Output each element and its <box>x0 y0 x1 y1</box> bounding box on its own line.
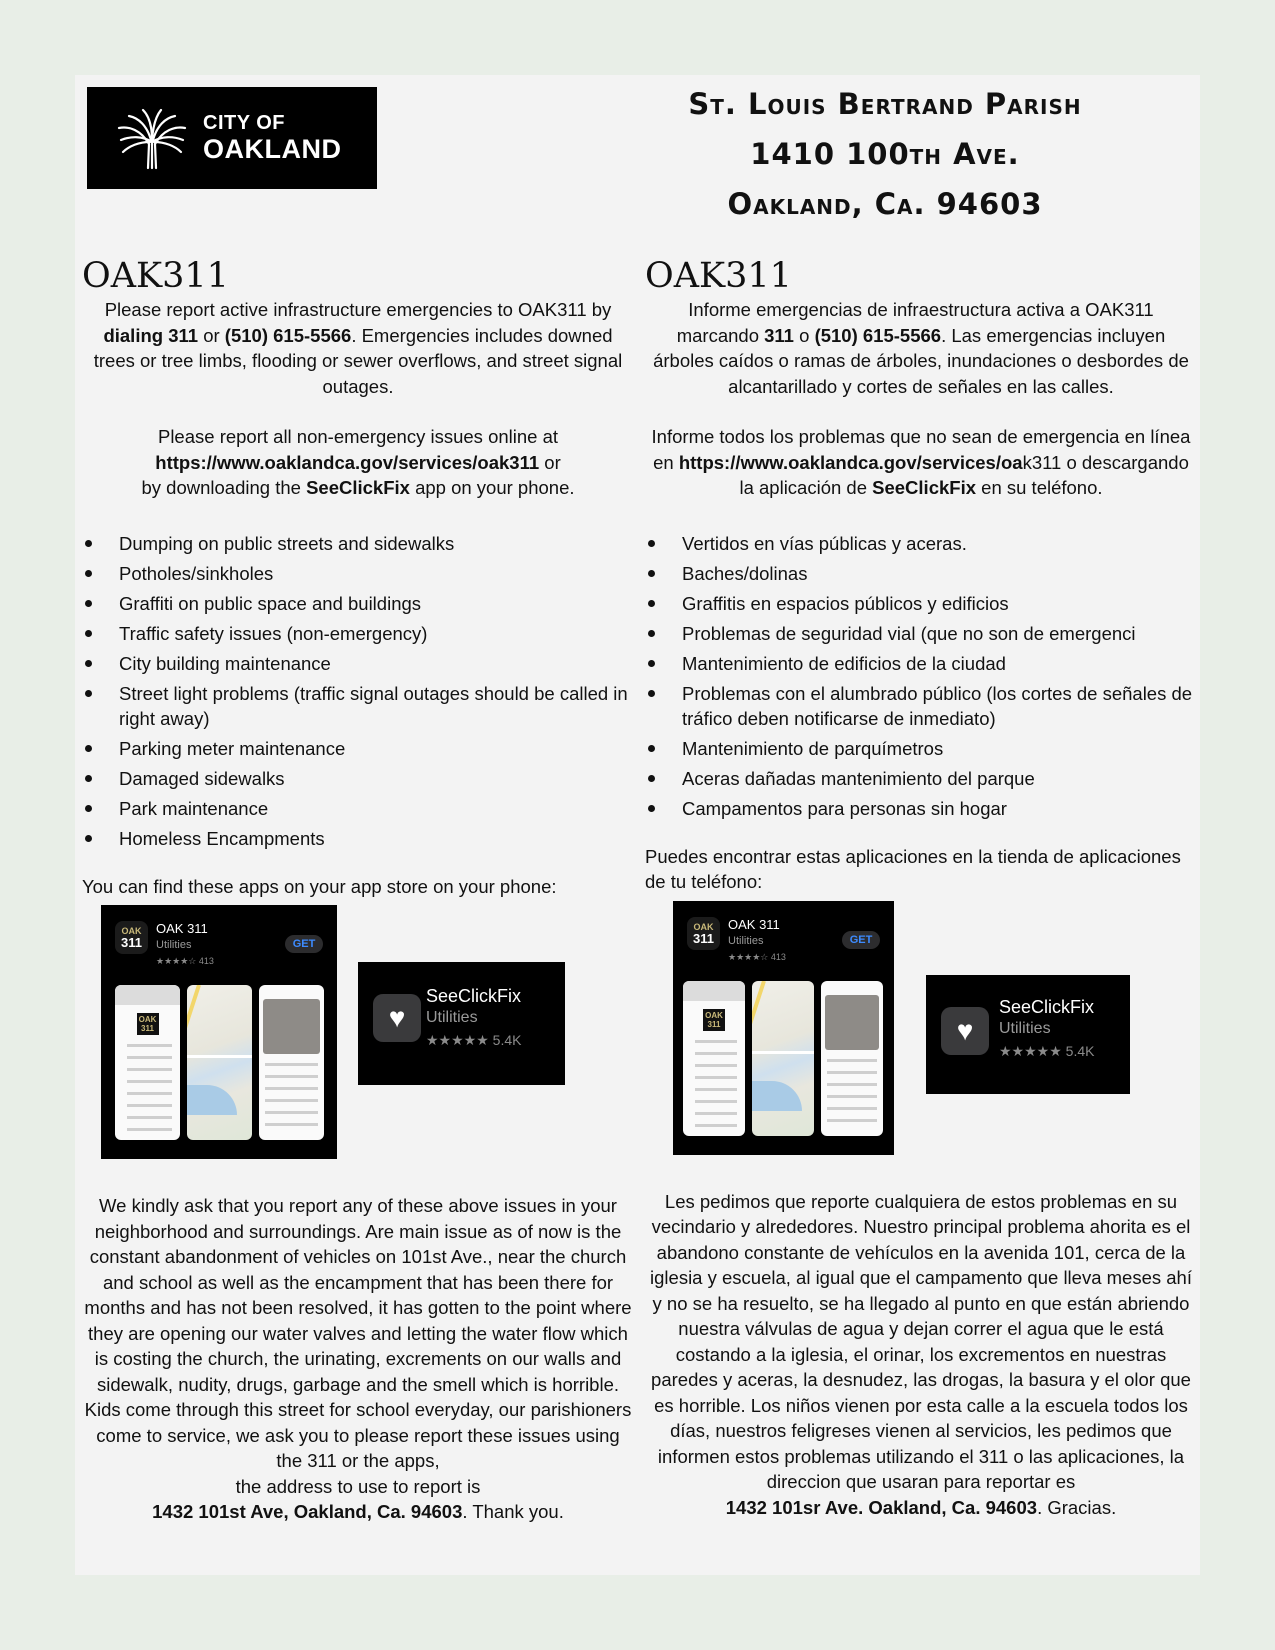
english-non-emergency-paragraph <box>82 424 634 501</box>
english-issue-list <box>82 531 634 852</box>
english-apps-row <box>82 905 634 1161</box>
english-emergency-paragraph <box>82 297 634 399</box>
english-column <box>82 255 634 1525</box>
english-heading: OAK311 <box>82 256 229 296</box>
star-rating-icon: ★★★★★ <box>426 1032 489 1048</box>
list-item: Parking meter maintenance <box>82 736 634 762</box>
spanish-heading: OAK311 <box>645 256 792 296</box>
list-item: Damaged sidewalks <box>82 766 634 792</box>
rating-count: 5.4K <box>1065 1042 1095 1059</box>
list-item: Potholes/sinkholes <box>82 561 634 587</box>
spanish-issue-list <box>645 531 1197 822</box>
icon-number: 311 <box>693 930 714 946</box>
oak311-app-name: OAK 311 <box>156 921 208 936</box>
text: Please report all non-emergency issues online at <box>157 426 559 447</box>
app-screenshot-map <box>187 985 252 1140</box>
spanish-closing-paragraph <box>645 1189 1197 1521</box>
seeclickfix-app-name: SeeClickFix <box>999 996 1095 1017</box>
list-item: Mantenimiento de edificios de la ciudad <box>645 651 1197 677</box>
logo-wordmark <box>203 113 342 163</box>
star-rating-icon: ★★★★☆ <box>156 956 197 966</box>
dial-311-text: dialing 311 <box>103 324 199 346</box>
seeclickfix-app-card <box>926 975 1130 1094</box>
oak311-app-category: Utilities <box>156 939 192 951</box>
list-item: Mantenimiento de parquímetros <box>645 736 1197 762</box>
spanish-apps-lead: Puedes encontrar estas aplicaciones en la tienda de aplicaciones de tu teléfono: <box>645 845 1181 892</box>
list-item: Problemas de seguridad vial (que no son de emergenci <box>645 621 1197 647</box>
text: Informe emergencias de infraestructura activa a OAK311 marcando <box>676 299 1154 346</box>
rating-count: 413 <box>198 956 214 966</box>
app-screenshot-menu: OAK 311 <box>115 985 180 1140</box>
text: . Thank you. <box>462 1501 564 1522</box>
list-item: Dumping on public streets and sidewalks <box>82 531 634 557</box>
get-button: GET <box>285 935 323 953</box>
list-item: Street light problems (traffic signal outages should be called in right away) <box>82 681 634 732</box>
text: the address to use to report is <box>235 1475 481 1497</box>
list-item: Park maintenance <box>82 796 634 822</box>
city-of-oakland-logo <box>87 87 377 189</box>
list-item: Problemas con el alumbrado público (los cortes de señales de tráfico deben notificarse de inmediato) <box>645 681 1197 732</box>
text: en su teléfono. <box>976 477 1103 498</box>
icon-label: OAK <box>693 921 714 932</box>
seeclickfix-text: SeeClickFix <box>872 477 977 498</box>
text: or <box>539 451 561 473</box>
rating-count: 5.4K <box>492 1032 522 1048</box>
list-item: Vertidos en vías públicas y aceras. <box>645 531 1197 557</box>
seeclickfix-text: SeeClickFix <box>306 477 410 498</box>
spanish-emergency-paragraph <box>645 297 1197 399</box>
spanish-column <box>645 255 1197 1520</box>
icon-number: 311 <box>121 935 142 950</box>
parish-address-block <box>685 79 1085 229</box>
text: app on your phone. <box>409 477 575 498</box>
oak311-app-category: Utilities <box>728 934 764 947</box>
list-item: Homeless Encampments <box>82 826 634 852</box>
spanish-apps-row <box>645 901 1197 1157</box>
report-address: 1432 101st Ave, Oakland, Ca. 94603 <box>152 1501 463 1522</box>
list-item: Graffiti on public space and buildings <box>82 591 634 617</box>
text: . Gracias. <box>1037 1496 1117 1518</box>
phone-number: (510) 615-5566 <box>224 324 352 346</box>
logo-line-oakland: OAKLAND <box>203 134 342 164</box>
oak311-app-card <box>101 905 337 1159</box>
text: Informe todos los problemas que no sean de emergencia en línea en <box>651 426 1191 473</box>
text: o <box>793 324 815 346</box>
list-item: Traffic safety issues (non-emergency) <box>82 621 634 647</box>
icon-label: OAK <box>121 926 142 936</box>
oak311-app-icon <box>115 921 148 954</box>
text: k311 o descargando la aplicación de <box>739 451 1189 498</box>
spanish-non-emergency-paragraph <box>645 424 1197 501</box>
list-item: City building maintenance <box>82 651 634 677</box>
heart-wrench-icon: ♥ <box>373 994 421 1042</box>
report-address: 1432 101sr Ave. Oakland, Ca. 94603 <box>725 1496 1038 1518</box>
oak311-url: https://www.oaklandca.gov/services/oak311 <box>155 451 540 473</box>
seeclickfix-app-card <box>358 962 565 1085</box>
text: We kindly ask that you report any of these above issues in your neighborhood and surroundings. Are main issue as of now is the constant abandonment of vehicles on 101st Ave., near the church and school as well as the encampment that has been there for months and has not been resolved, it has gotten to the point where they are opening our water valves and letting the water flow which is costing the church, the urinating, excrements on our walls and sidewalk, nudity, drugs, garbage and the smell which is horrible. Kids come through this street for school everyday, our parishioners come to service, we ask you to please report these issues using the 311 or the apps, <box>84 1195 632 1471</box>
parish-name: St. Louis Bertrand Parish <box>688 87 1082 121</box>
app-screenshot-menu: OAK 311 <box>683 981 745 1136</box>
english-closing-paragraph <box>82 1193 634 1525</box>
oak311-app-icon <box>687 917 720 950</box>
phone-number: (510) 615-5566 <box>814 324 942 346</box>
parish-city: Oakland, Ca. 94603 <box>727 187 1043 221</box>
app-screenshot-report <box>821 981 883 1136</box>
list-item: Aceras dañadas mantenimiento del parque <box>645 766 1197 792</box>
seeclickfix-app-category: Utilities <box>999 1019 1051 1037</box>
app-screenshot-map <box>752 981 814 1136</box>
text: or <box>198 324 225 346</box>
text: by downloading the <box>141 477 307 498</box>
text: Les pedimos que reporte cualquiera de estos problemas en su vecindario y alrededores. Nuestro principal problema ahorita es el abandono constante de vehículos en la avenida 101, cerca de la iglesia y escuela, al igual que el campamento que lleva meses ahí y no se ha resuelto, se ha llegado al punto en que están abriendo nuestra válvulas de agua y dejan correr el agua que le está costando a la iglesia, el orinar, los excrementos en nuestras paredes y aceras, la desnudez, las drogas, la basura y el olor que es horrible. Los niños vienen por esta calle a la escuela todos los días, nuestros feligreses vienen al servicios, les pedimos que informen estos problemas utilizando el 311 o las aplicaciones, la direccion que usaran para reportar es <box>650 1190 1192 1492</box>
get-button: GET <box>842 931 880 949</box>
list-item: Campamentos para personas sin hogar <box>645 796 1197 822</box>
oak311-url: https://www.oaklandca.gov/services/oa <box>678 451 1023 473</box>
text: . Las emergencias incluyen árboles caídos o ramas de árboles, inundaciones o desbordes de alcantarillado y cortes de señales en las calles. <box>653 324 1189 397</box>
list-item: Graffitis en espacios públicos y edificios <box>645 591 1197 617</box>
text: . Emergencies includes downed trees or tree limbs, flooding or sewer overflows, and street signal outages. <box>93 324 623 397</box>
oak311-app-card <box>673 901 894 1155</box>
english-apps-lead: You can find these apps on your app store on your phone: <box>82 875 557 897</box>
logo-line-city-of: CITY OF <box>203 112 286 134</box>
seeclickfix-app-category: Utilities <box>426 1009 478 1026</box>
flyer-page <box>75 75 1200 1575</box>
heart-wrench-icon: ♥ <box>941 1007 989 1055</box>
list-item: Baches/dolinas <box>645 561 1197 587</box>
text: Please report active infrastructure emergencies to OAK311 by <box>104 299 612 320</box>
star-rating-icon: ★★★★☆ <box>728 951 769 962</box>
oak-tree-icon <box>113 106 191 170</box>
seeclickfix-app-name: SeeClickFix <box>426 986 522 1006</box>
rating-count: 413 <box>770 951 786 962</box>
star-rating-icon: ★★★★★ <box>999 1042 1062 1059</box>
parish-street: 1410 100th Ave. <box>750 137 1020 171</box>
dial-311-text: 311 <box>764 324 794 346</box>
oak311-app-name: OAK 311 <box>728 916 780 932</box>
app-screenshot-report <box>259 985 324 1140</box>
